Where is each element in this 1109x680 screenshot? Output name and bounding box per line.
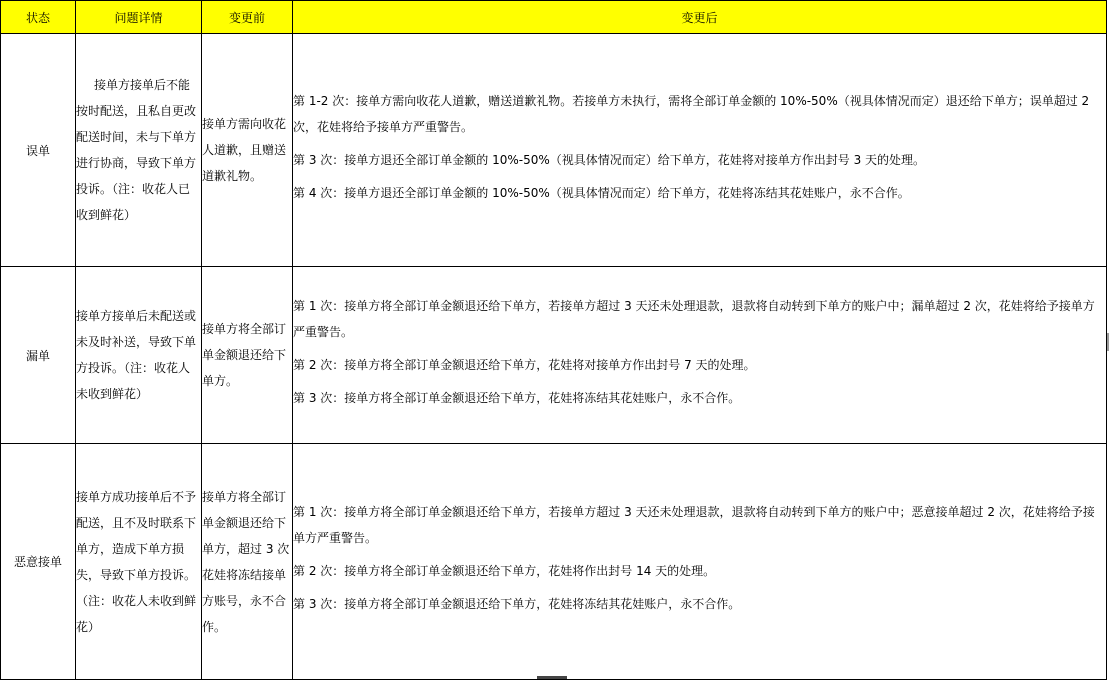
status-cell: 误单: [1, 34, 76, 267]
header-status: 状态: [1, 1, 76, 34]
after-cell: [293, 444, 1107, 680]
header-row: [1, 1, 1107, 34]
after-line: 第 2 次：接单方将全部订单金额退还给下单方，花娃将作出封号 14 天的处理。: [293, 564, 716, 578]
table-row: [1, 444, 1107, 680]
after-line: 第 4 次：接单方退还全部订单金额的 10%-50%（视具体情况而定）给下单方，花娃将冻结其花娃账户，永不合作。: [293, 185, 910, 200]
status-cell: 恶意接单: [1, 444, 76, 680]
issue-cell: 接单方接单后未配送或未及时补送，导致下单方投诉。（注：收花人未收到鲜花）: [76, 267, 202, 444]
after-line: 第 3 次：接单方将全部订单金额退还给下单方，花娃将冻结其花娃账户，永不合作。: [293, 390, 741, 405]
before-cell: 接单方将全部订单金额退还给下单方，超过 3 次花娃将冻结接单方账号，永不合作。: [202, 444, 293, 680]
issue-cell: 接单方成功接单后不予配送，且不及时联系下单方，造成下单方损失，导致下单方投诉。（注：收花人未收到鲜花）: [76, 444, 202, 680]
header-before: 变更前: [202, 1, 293, 34]
after-line: 第 2 次：接单方将全部订单金额退还给下单方，花娃将对接单方作出封号 7 天的处理。: [293, 357, 756, 372]
after-line: 第 1-2 次：接单方需向收花人道歉，赠送道歉礼物。若接单方未执行，需将全部订单金额的 10%-50%（视具体情况而定）退还给下单方；误单超过 2 次，花娃将给予接单方严重警告。: [293, 93, 1090, 134]
before-cell: 接单方需向收花人道歉，且赠送道歉礼物。: [202, 34, 293, 267]
after-line: 第 1 次：接单方将全部订单金额退还给下单方，若接单方超过 3 天还未处理退款，退款将自动转到下单方的账户中；漏单超过 2 次，花娃将给予接单方严重警告。: [293, 298, 1095, 339]
after-line: 第 1 次：接单方将全部订单金额退还给下单方，若接单方超过 3 天还未处理退款，退款将自动转到下单方的账户中；恶意接单超过 2 次，花娃将给予接单方严重警告。: [293, 505, 1095, 545]
before-cell: 接单方将全部订单金额退还给下单方。: [202, 267, 293, 444]
status-cell: 漏单: [1, 267, 76, 444]
header-after: 变更后: [293, 1, 1107, 34]
issue-cell: 接单方接单后不能按时配送，且私自更改配送时间，未与下单方进行协商，导致下单方投诉。（注：收花人已收到鲜花）: [76, 34, 202, 267]
after-cell: [293, 34, 1107, 267]
after-cell: [293, 267, 1107, 444]
after-line: 第 3 次：接单方退还全部订单金额的 10%-50%（视具体情况而定）给下单方，花娃将对接单方作出封号 3 天的处理。: [293, 152, 926, 167]
table-row: [1, 267, 1107, 444]
table-row: [1, 34, 1107, 267]
header-issue: 问题详情: [76, 1, 202, 34]
after-line: 第 3 次：接单方将全部订单金额退还给下单方，花娃将冻结其花娃账户，永不合作。: [293, 597, 741, 611]
